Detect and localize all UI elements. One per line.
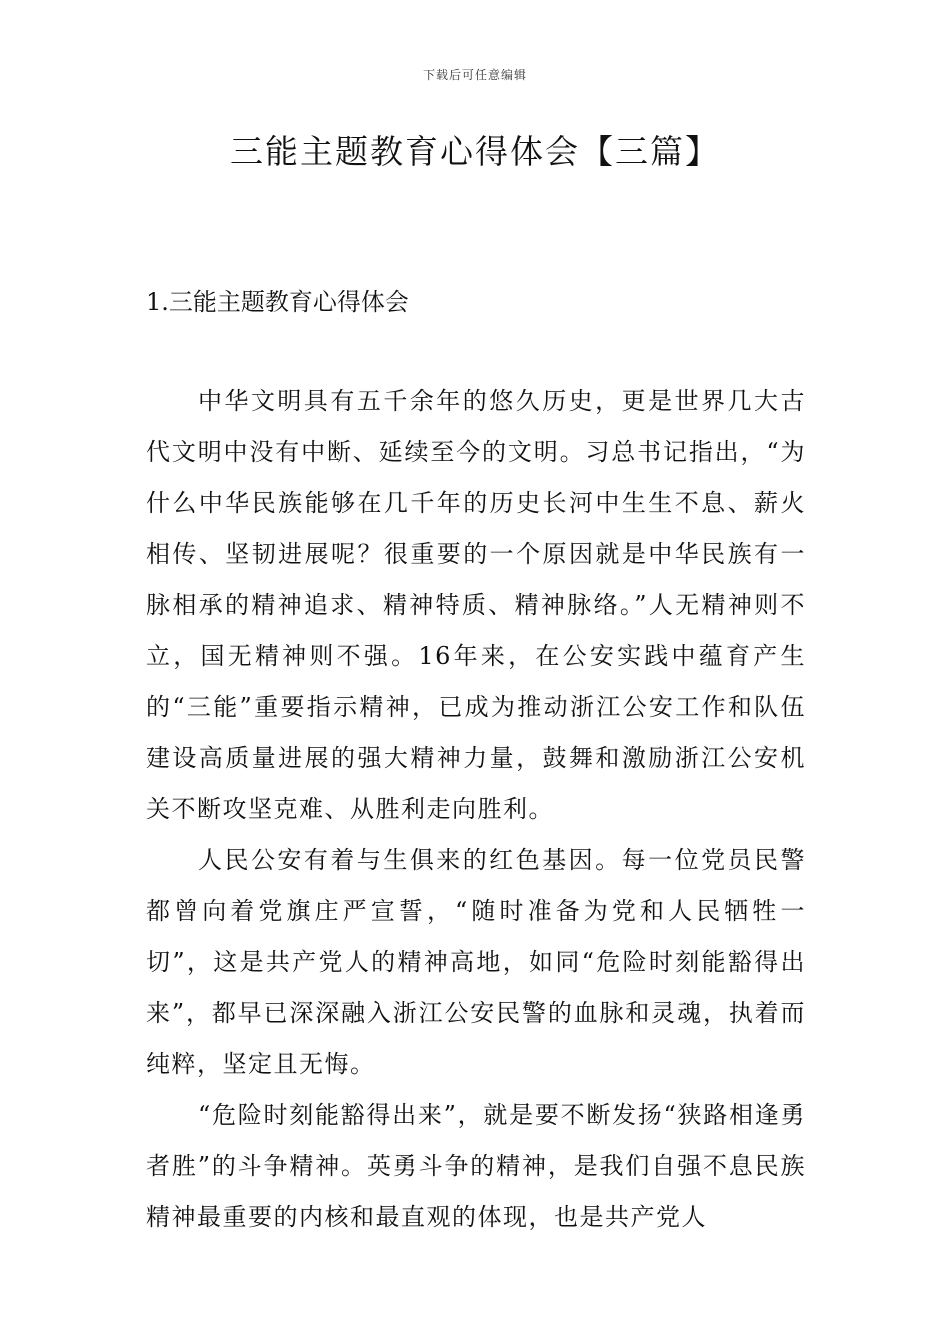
paragraph-1: 中华文明具有五千余年的悠久历史，更是世界几大古代文明中没有中断、延续至今的文明。习总书记指出，“为什么中华民族能够在几千年的历史长河中生生不息、薪火相传、坚韧进展呢？很重要的一个原因就是中华民族有一脉相承的精神追求、精神特质、精神脉络。”人无精神则不立，国无精神则不强。16年来，在公安实践中蕴育产生的“三能”重要指示精神，已成为推动浙江公安工作和队伍建设高质量进展的强大精神力量，鼓舞和激励浙江公安机关不断攻坚克难、从胜利走向胜利。 bbox=[146, 387, 806, 823]
body-text bbox=[146, 376, 806, 1243]
paragraph-3: “危险时刻能豁得出来”，就是要不断发扬“狭路相逢勇者胜”的斗争精神。英勇斗争的精神，是我们自强不息民族精神最重要的内核和最直观的体现，也是共产党人 bbox=[146, 1101, 806, 1231]
paragraph-2: 人民公安有着与生俱来的红色基因。每一位党员民警都曾向着党旗庄严宣誓，“随时准备为党和人民牺牲一切”，这是共产党人的精神高地，如同“危险时刻能豁得出来”，都早已深深融入浙江公安民警的血脉和灵魂，执着而纯粹，坚定且无悔。 bbox=[146, 846, 806, 1078]
header-note: 下载后可任意编辑 bbox=[422, 68, 527, 82]
document-title: 三能主题教育心得体会【三篇】 bbox=[230, 132, 720, 171]
section-heading: 1.三能主题教育心得体会 bbox=[146, 288, 409, 316]
